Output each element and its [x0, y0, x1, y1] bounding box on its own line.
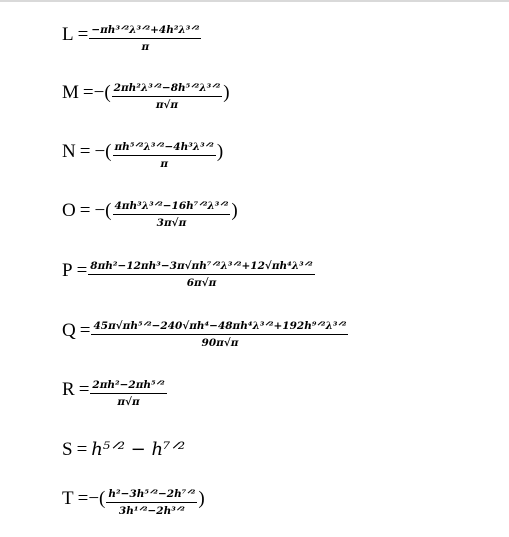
equals-sign: = — [76, 439, 88, 460]
numerator: 2πh²λ³ᐟ²−8h⁵ᐟ²λ³ᐟ² — [112, 74, 223, 97]
minus-sign: − — [93, 81, 105, 103]
denominator: π — [141, 40, 150, 53]
equation-lhs: S — [62, 439, 73, 460]
equals-sign: = — [79, 140, 91, 162]
equals-sign: = — [77, 487, 89, 509]
close-paren: ) — [216, 140, 224, 162]
fraction — [90, 371, 166, 407]
minus-sign: − — [94, 140, 106, 162]
close-paren: ) — [223, 81, 230, 103]
fraction — [113, 133, 216, 169]
fraction — [106, 480, 197, 516]
fraction — [89, 16, 201, 52]
denominator: 3h¹ᐟ²−2h³ᐟ² — [118, 504, 185, 517]
numerator: πh⁵ᐟ²λ³ᐟ²−4h³λ³ᐟ² — [113, 133, 216, 156]
numerator: −πh³ᐟ²λ³ᐟ²+4h²λ³ᐟ² — [89, 16, 201, 39]
open-paren: ( — [105, 199, 112, 221]
equation-o — [62, 192, 238, 228]
denominator: 3π√π — [156, 216, 187, 229]
numerator: h²−3h⁵ᐟ²−2h⁷ᐟ² — [106, 480, 197, 503]
equals-sign: = — [79, 199, 91, 221]
equals-sign: = — [78, 378, 90, 400]
equals-sign: = — [76, 259, 88, 281]
fraction — [88, 252, 314, 288]
equation-lhs: L — [62, 23, 74, 45]
close-paren: ) — [198, 487, 205, 509]
denominator: π — [160, 157, 168, 170]
denominator: π√π — [117, 395, 140, 408]
equation-lhs: O — [62, 199, 76, 221]
close-paren: ) — [231, 199, 238, 221]
equals-sign: = — [77, 23, 89, 45]
equation-n — [62, 133, 223, 169]
minus-sign: − — [94, 199, 106, 221]
equation-q — [62, 312, 349, 348]
equation-m — [62, 74, 230, 110]
open-paren: ( — [105, 140, 112, 162]
open-paren: ( — [99, 487, 106, 509]
equation-lhs: T — [62, 487, 74, 509]
equation-p — [62, 252, 316, 288]
equation-lhs: Q — [62, 319, 76, 341]
fraction — [113, 192, 231, 228]
fraction — [91, 312, 348, 348]
equation-lhs: R — [62, 378, 75, 400]
equals-sign: = — [79, 319, 91, 341]
expression: h⁵ᐟ² − h⁷ᐟ² — [91, 438, 186, 460]
equation-t — [62, 480, 205, 516]
open-paren: ( — [104, 81, 111, 103]
top-border — [0, 0, 509, 2]
denominator: π√π — [155, 98, 179, 111]
equation-lhs: P — [62, 259, 73, 281]
numerator: 2πh²−2πh⁵ᐟ² — [90, 371, 166, 394]
equation-l — [62, 16, 202, 52]
denominator: 6π√π — [186, 276, 217, 289]
minus-sign: − — [88, 487, 100, 509]
equation-lhs: N — [62, 140, 76, 162]
numerator: 8πh²−12πh³−3π√πh⁷ᐟ²λ³ᐟ²+12√πh⁴λ³ᐟ² — [88, 252, 314, 275]
equation-r — [62, 371, 168, 407]
numerator: 45π√πh⁵ᐟ²−240√πh⁴−48πh⁴λ³ᐟ²+192h⁹ᐟ²λ³ᐟ² — [91, 312, 348, 335]
equation-s — [62, 440, 185, 459]
fraction — [112, 74, 223, 110]
equation-lhs: M — [62, 81, 79, 103]
numerator: 4πh³λ³ᐟ²−16h⁷ᐟ²λ³ᐟ² — [113, 192, 231, 215]
equals-sign: = — [82, 81, 94, 103]
denominator: 90π√π — [201, 336, 239, 349]
